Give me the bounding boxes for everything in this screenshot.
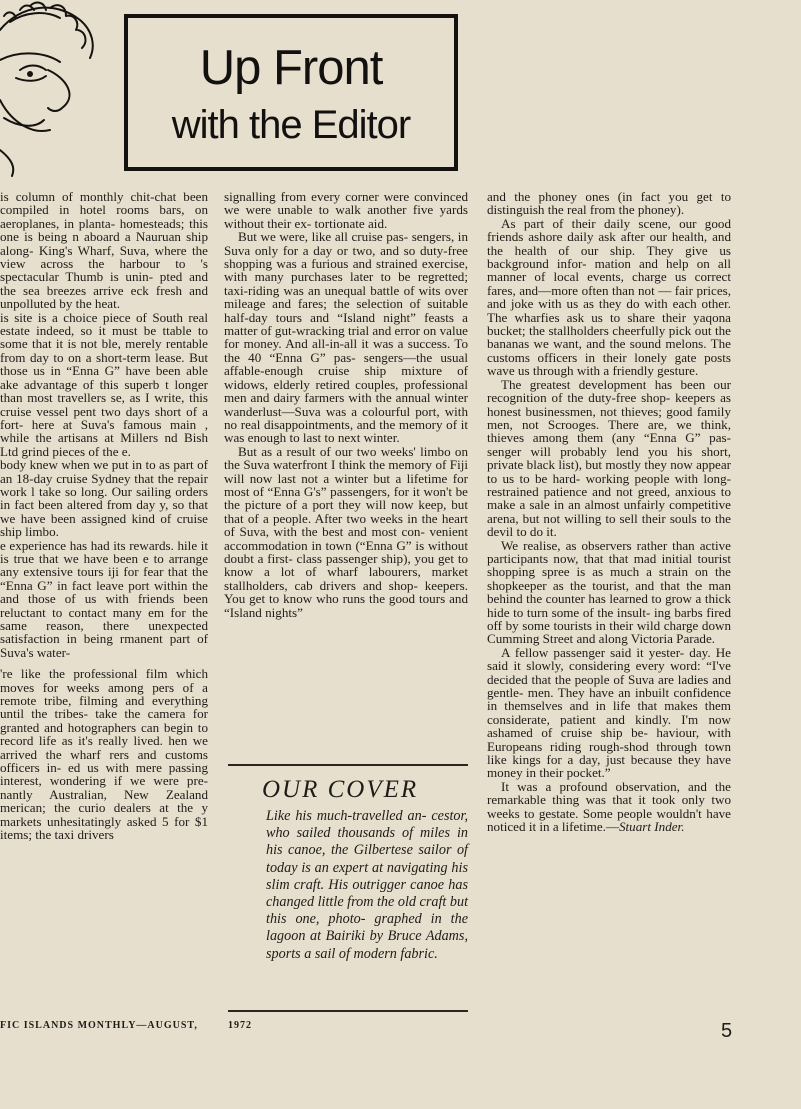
paragraph: But as a result of our two weeks' limbo on the Suva waterfront I think the memory of Fiji will now last not a winter but a lifetime for most of “Enna G's” passengers, for it won't be the picture of a port they will now keep, but that of a people. After two weeks in the heart of Suva, with the best and most con- venient accommodation in town (“Enna G” is without doubt a first- class passenger ship), you get to know a lot of wharf labourers, market stallholders, cab drivers and shop- keepers. You get to know who runs the good tours and “Island nights” bbox=[224, 443, 468, 620]
paragraph: We realise, as observers rather than active participants now, that that mad initial tourist shopping spree is as much a strain on the shopkeeper as the tourist, and that the man behind the counter has learned to grow a thick hide to turn some of the insult- ing barbs fired off by some tourists in their wild charge down Cumming Street and along Victoria Parade. bbox=[487, 537, 731, 647]
paragraph-final bbox=[487, 780, 731, 834]
paragraph: body knew when we put in to as part of an 18-day cruise Sydney that the repair work l take so long. Our sailing orders in fact been altered from day y, so that we have been assigned kind of cruise ship limbo. bbox=[0, 457, 208, 540]
paragraph: and the phoney ones (in fact you get to distinguish the real from the phoney). bbox=[487, 190, 731, 218]
editor-caricature-illustration bbox=[0, 0, 110, 180]
paragraph: is column of monthly chit-chat been compiled in hotel rooms bars, on aeroplanes, in planta- homesteads; this one is being n aboard a Nauruan ship along- King's Wharf, Suva, where the view across the harbour to 's spectacular Thumb is unin- pted and the sea breezes arrive eck fresh and unpolluted by the heat. bbox=[0, 190, 208, 312]
paragraph: The greatest development has been our recognition of the duty-free shop- keepers as honest businessmen, not thieves; good family men, not Scrooges. There are, we think, thieves among them (any “Enna G” pas- senger will probably lend you his short, private black list), but mostly they now appear to us to be hard- working people with long-restrained patience and not greed, anxious to make a sale in an almost unfairly competitive arena, but not willing to sell their souls to the devil to do it. bbox=[487, 376, 731, 540]
cover-heading: OUR COVER bbox=[262, 776, 419, 803]
paragraph: signalling from every corner were convinced we were unable to walk another five yards without their ex- tortionate aid. bbox=[224, 190, 468, 231]
cover-caption-box bbox=[228, 764, 468, 1012]
paragraph: A fellow passenger said it yester- day. He said it slowly, considering every word: “I've decided that the people of Suva are ladies and gentle- men. They have an inbuilt confidence in themselves and in life that makes them considerate, patient and kindly. I'm now ashamed of cruise ship be- haviour, with Europeans riding rough-shod through town like kings for a day, just because they have money in their pocket.” bbox=[487, 644, 731, 781]
footer-year: 1972 bbox=[228, 1020, 252, 1031]
paragraph-text: It was a profound observation, and the remarkable thing was that it took only two weeks to gestate. Some people wouldn't have noticed it in a lifetime.— bbox=[487, 778, 731, 835]
author-signature: Stuart Inder. bbox=[619, 819, 685, 835]
article-column-3 bbox=[487, 190, 731, 1020]
footer-publication: FIC ISLANDS MONTHLY—AUGUST, bbox=[0, 1020, 198, 1031]
article-column-1 bbox=[0, 190, 208, 980]
paragraph: But we were, like all cruise pas- sengers, in Suva only for a day or two, and so duty-free shopping was a furious and strained exercise, with many purchases later to be regretted; taxi-riding was an unequal battle of wits over mileage and fares; the selection of suitable half-day tours and “Island night” feasts a matter of gut-wracking trial and error on value for money. And all-in-all it was a success. To the 40 “Enna G” pas- sengers—the usual affable-enough cruise ship mixture of widows, elderly retired couples, professional men and dairy farmers with the annual winter wanderlust—Suva was a colourful port, with no real disappointments, and the memory of it was enough to last to next winter. bbox=[224, 229, 468, 446]
article-column-2 bbox=[224, 190, 468, 750]
page-subtitle: with the Editor bbox=[171, 103, 411, 147]
cover-caption: Like his much-travelled an- cestor, who sailed thousands of miles in his canoe, the Gilbertese sailor of today is an expert at navigating his slim craft. His outrigger canoe has changed little from the old craft but this one, photo- graphed in the lagoon at Bairiki by Bruce Adams, sports a sail of modern fabric. bbox=[266, 808, 469, 962]
paragraph: As part of their daily scene, our good friends ashore daily ask after our health, and the health of our ship. They give us background infor- mation and help on all manner of local events, charge us correct fares, and—more often than not — fair prices, and joke with us as they do with each other. The wharfies ask us to share their yaqona bucket; the stallholders cheerfully pick out the bananas we want, and the sound melons. The customs officers in their lonely gate posts wave us through with a friendly gesture. bbox=[487, 215, 731, 379]
page-title: Up Front bbox=[199, 41, 383, 95]
paragraph: e experience has had its rewards. hile it is true that we have been e to arrange any extensive tours iji for fear that the “Enna G” in fact leave port within the and those of us with friends been reluctant to contact many em for the same reason, there unexpected satisfaction in being rmanent part of Suva's water- bbox=[0, 537, 208, 660]
page-number: 5 bbox=[721, 1020, 733, 1042]
paragraph: 're like the professional film which moves for weeks among pers of a remote tribe, filming and everything until the tribes- take the camera for granted and hotographers can begin to record life as it's really lived. hen we arrived the wharf rers and customs officers in- ed us with mere passing interest, wondering if we were pre- nantly Australian, New Zealand merican; the curio dealers at the y markets unhesitatingly asked 5 for $1 items; the taxi drivers bbox=[0, 666, 208, 843]
title-box bbox=[124, 14, 458, 171]
paragraph: is site is a choice piece of South real estate indeed, so it must be ttable to some that it is not ble, merely rentable from day to on a short-term lease. But those us in “Enna G” have been able ake advantage of this superb t longer than most travellers se, as I write, this cruise vessel pent two days short of a fort- here at Suva's famous main , while the artisans at Millers nd Bish Ltd grind pieces of the e. bbox=[0, 309, 208, 459]
